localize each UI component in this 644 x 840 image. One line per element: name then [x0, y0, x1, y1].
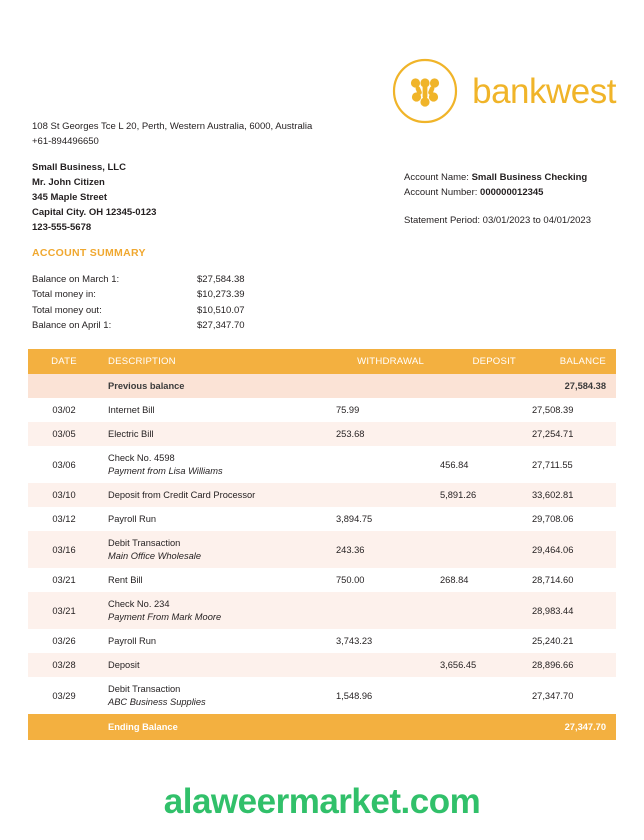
customer-line-1: Small Business, LLC: [32, 162, 126, 173]
account-number-label: Account Number:: [404, 187, 478, 199]
cell-deposit: 5,891.26: [432, 483, 524, 507]
cell-date: 03/16: [28, 531, 100, 568]
bank-address-phone: +61-894496650: [32, 135, 99, 147]
cell-description-sub: Payment from Lisa Williams: [108, 466, 223, 476]
account-summary-title: ACCOUNT SUMMARY: [32, 247, 146, 259]
transactions-table: [28, 349, 616, 740]
table-row: [28, 592, 616, 629]
bank-address-line-1: 108 St Georges Tce L 20, Perth, Western Australia, 6000, Australia: [32, 121, 313, 132]
brand-name: bankwest: [472, 71, 616, 111]
cell-balance: 29,464.06: [524, 531, 616, 568]
cell-withdrawal: 243.36: [328, 531, 432, 568]
cell-deposit: [432, 422, 524, 446]
previous-balance-row: [28, 374, 616, 398]
cell-deposit: [432, 398, 524, 422]
cell-date: 03/21: [28, 592, 100, 629]
column-header-balance: BALANCE: [524, 349, 616, 374]
summary-label: Balance on April 1:: [32, 320, 112, 332]
cell-date: 03/26: [28, 629, 100, 653]
cell-date: 03/29: [28, 677, 100, 714]
customer-line-4: Capital City. OH 12345-0123: [32, 207, 157, 218]
cell-balance: 29,708.06: [524, 507, 616, 531]
cell-balance: 28,983.44: [524, 592, 616, 629]
customer-line-2: Mr. John Citizen: [32, 177, 105, 188]
cell-deposit: 456.84: [432, 446, 524, 483]
cell-description: Electric Bill: [108, 429, 154, 439]
cell-deposit: [432, 507, 524, 531]
summary-label: Total money out:: [32, 304, 102, 316]
previous-balance-label: Previous balance: [100, 374, 328, 398]
watermark: alaweermarket.com: [163, 782, 481, 821]
previous-balance-value: 27,584.38: [524, 374, 616, 398]
account-summary: [32, 272, 307, 334]
account-name-label: Account Name:: [404, 172, 469, 183]
cell-balance: 27,347.70: [524, 677, 616, 714]
customer-address-block: [32, 160, 156, 235]
summary-value: $27,584.38: [197, 274, 245, 285]
column-header-withdrawal: WITHDRAWAL: [328, 349, 432, 374]
summary-row: [32, 303, 307, 318]
summary-value: $10,273.39: [197, 289, 245, 301]
cell-withdrawal: 75.99: [328, 398, 432, 422]
cell-withdrawal: 3,894.75: [328, 507, 432, 531]
table-row: [28, 483, 616, 507]
column-header-description: DESCRIPTION: [100, 349, 328, 374]
ending-balance-label: Ending Balance: [100, 714, 328, 740]
cell-deposit: [432, 629, 524, 653]
cell-date: 03/02: [28, 398, 100, 422]
cell-deposit: [432, 592, 524, 629]
cell-description-sub: ABC Business Supplies: [108, 697, 206, 707]
cell-description: Rent Bill: [108, 575, 143, 585]
cell-withdrawal: 253.68: [328, 422, 432, 446]
table-row: [28, 446, 616, 483]
bank-address: [32, 120, 312, 149]
cell-date: 03/05: [28, 422, 100, 446]
cell-withdrawal: 750.00: [328, 568, 432, 592]
cell-description-sub: Payment From Mark Moore: [108, 612, 222, 622]
cell-balance: 27,711.55: [524, 446, 616, 483]
account-name-row: [404, 170, 591, 185]
summary-value: $10,510.07: [197, 304, 245, 316]
cell-date: 03/12: [28, 507, 100, 531]
transactions-header-row: [28, 349, 616, 374]
summary-row: [32, 272, 307, 287]
column-header-date: DATE: [28, 349, 100, 374]
table-row: [28, 653, 616, 677]
summary-row: [32, 318, 307, 333]
cell-description: Debit Transaction: [108, 538, 181, 548]
cell-description: Deposit: [108, 660, 140, 670]
account-number-value: 000000012345: [480, 187, 544, 199]
bankwest-dots-logo-icon: [392, 58, 458, 124]
cell-description-sub: Main Office Wholesale: [108, 551, 202, 561]
summary-value: $27,347.70: [197, 320, 245, 332]
cell-balance: 25,240.21: [524, 629, 616, 653]
cell-deposit: 268.84: [432, 568, 524, 592]
transactions-body: [28, 374, 616, 740]
summary-label: Balance on March 1:: [32, 274, 120, 285]
cell-description: Check No. 234: [108, 599, 170, 609]
cell-balance: 27,508.39: [524, 398, 616, 422]
cell-date: 03/10: [28, 483, 100, 507]
cell-withdrawal: 3,743.23: [328, 629, 432, 653]
cell-description: Internet Bill: [108, 405, 155, 415]
cell-description: Debit Transaction: [108, 684, 181, 694]
brand-header: [392, 58, 616, 124]
cell-balance: 28,714.60: [524, 568, 616, 592]
table-row: [28, 531, 616, 568]
summary-label: Total money in:: [32, 289, 96, 301]
summary-row: [32, 287, 307, 302]
table-row: [28, 568, 616, 592]
cell-date: 03/28: [28, 653, 100, 677]
ending-balance-value: 27,347.70: [524, 714, 616, 740]
cell-description: Check No. 4598: [108, 453, 175, 463]
cell-balance: 28,896.66: [524, 653, 616, 677]
table-row: [28, 677, 616, 714]
cell-withdrawal: [328, 446, 432, 483]
account-name-value: Small Business Checking: [471, 172, 588, 183]
table-row: [28, 629, 616, 653]
cell-balance: 33,602.81: [524, 483, 616, 507]
table-row: [28, 507, 616, 531]
cell-description: Payroll Run: [108, 514, 157, 524]
customer-line-5: 123-555-5678: [32, 222, 92, 233]
table-row: [28, 398, 616, 422]
table-row: [28, 422, 616, 446]
cell-withdrawal: 1,548.96: [328, 677, 432, 714]
cell-date: 03/21: [28, 568, 100, 592]
customer-line-3: 345 Maple Street: [32, 192, 107, 203]
cell-balance: 27,254.71: [524, 422, 616, 446]
cell-deposit: [432, 531, 524, 568]
cell-description: Deposit from Credit Card Processor: [108, 490, 256, 500]
cell-deposit: 3,656.45: [432, 653, 524, 677]
cell-withdrawal: [328, 653, 432, 677]
statement-period: Statement Period: 03/01/2023 to 04/01/2023: [404, 215, 591, 227]
ending-balance-row: [28, 714, 616, 740]
column-header-deposit: DEPOSIT: [432, 349, 524, 374]
account-meta: [404, 170, 591, 229]
cell-withdrawal: [328, 592, 432, 629]
account-number-row: [404, 185, 591, 200]
cell-description: Payroll Run: [108, 636, 157, 646]
cell-withdrawal: [328, 483, 432, 507]
cell-date: 03/06: [28, 446, 100, 483]
cell-deposit: [432, 677, 524, 714]
